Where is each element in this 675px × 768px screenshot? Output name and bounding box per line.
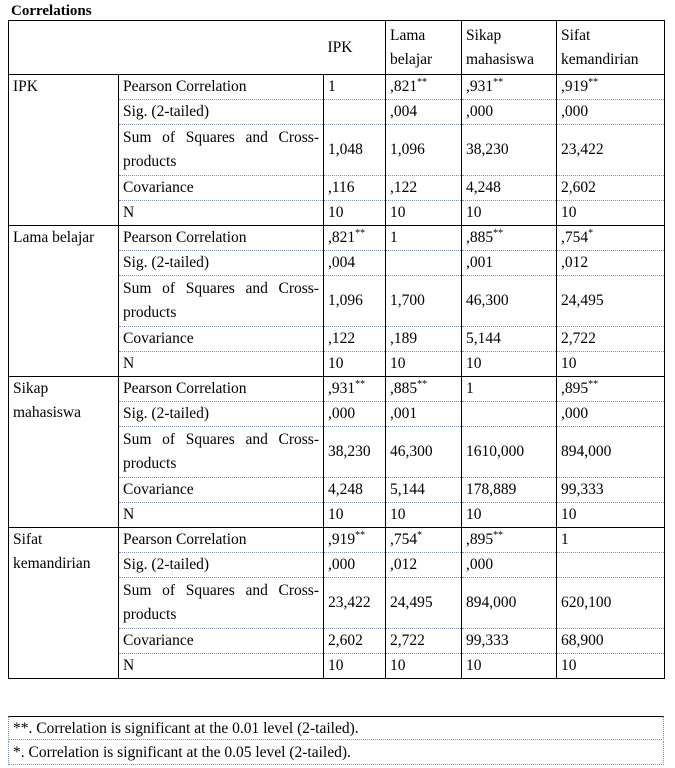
value-cell [557, 226, 665, 251]
value-cell [557, 176, 665, 201]
value-cell [324, 528, 386, 553]
significance-mark: ** [417, 77, 428, 88]
stat-label: Sig. (2-tailed) [119, 402, 324, 427]
value-cell [386, 478, 462, 503]
cell-value: 10 [390, 657, 406, 674]
value-cell [324, 553, 386, 578]
significance-mark: ** [355, 379, 366, 390]
correlations-table [8, 20, 665, 679]
cell-value: ,931 [466, 78, 494, 95]
value-cell [557, 125, 665, 176]
value-cell [324, 478, 386, 503]
cell-value: ,012 [561, 254, 589, 271]
value-cell [462, 503, 557, 528]
value-cell [324, 226, 386, 251]
stat-label: Pearson Correlation [119, 377, 324, 402]
cell-value: 10 [328, 506, 344, 523]
value-cell [386, 427, 462, 478]
cell-value: 2,722 [390, 632, 425, 649]
value-cell [462, 201, 557, 226]
stat-label: Sum of Squares and Cross-products [119, 427, 324, 478]
significance-mark: ** [493, 228, 504, 239]
cell-value: 10 [390, 355, 406, 372]
stat-label: Covariance [119, 327, 324, 352]
value-cell [324, 503, 386, 528]
value-cell [557, 528, 665, 553]
value-cell [462, 553, 557, 578]
footnote-text: . Correlation is significant at the 0.01 level (2-tailed). [28, 720, 359, 737]
value-cell [386, 377, 462, 402]
cell-value: 23,422 [561, 141, 604, 158]
value-cell [557, 427, 665, 478]
cell-value: 894,000 [561, 443, 612, 460]
value-cell [462, 100, 557, 125]
cell-value: ,931 [328, 380, 356, 397]
cell-value: ,001 [466, 254, 494, 271]
cell-value: 10 [466, 657, 482, 674]
stat-label: Pearson Correlation [119, 226, 324, 251]
stat-label: N [119, 352, 324, 377]
cell-value: 2,722 [561, 330, 596, 347]
cell-value: 99,333 [561, 481, 604, 498]
cell-value: 1 [328, 78, 336, 95]
cell-value: 10 [561, 355, 577, 372]
value-cell [386, 201, 462, 226]
footnote-2 [8, 741, 664, 765]
cell-value: 68,900 [561, 632, 604, 649]
cell-value: 38,230 [328, 443, 371, 460]
table-row [9, 377, 665, 402]
value-cell [462, 226, 557, 251]
cell-value: ,122 [328, 330, 356, 347]
cell-value: ,000 [328, 405, 356, 422]
significance-mark: ** [417, 379, 428, 390]
value-cell [557, 100, 665, 125]
value-cell [557, 201, 665, 226]
value-cell [386, 352, 462, 377]
value-cell [462, 402, 557, 427]
cell-value: 46,300 [390, 443, 433, 460]
cell-value: 10 [328, 204, 344, 221]
value-cell [557, 251, 665, 276]
value-cell [462, 327, 557, 352]
cell-value: 23,422 [328, 594, 371, 611]
header-row [9, 21, 665, 75]
value-cell [557, 578, 665, 629]
value-cell [324, 251, 386, 276]
stat-label: Sum of Squares and Cross-products [119, 276, 324, 327]
value-cell [386, 327, 462, 352]
cell-value: 1,096 [328, 292, 363, 309]
significance-mark: * [588, 228, 594, 239]
column-header: Lama belajar [386, 21, 462, 75]
cell-value: 1,700 [390, 292, 425, 309]
value-cell [462, 578, 557, 629]
cell-value: 10 [466, 506, 482, 523]
value-cell [386, 125, 462, 176]
value-cell [386, 402, 462, 427]
column-header: Sifat kemandirian [557, 21, 665, 75]
cell-value: ,012 [390, 556, 418, 573]
value-cell [386, 654, 462, 679]
cell-value: 5,144 [390, 481, 425, 498]
cell-value: 4,248 [466, 179, 501, 196]
value-cell [462, 427, 557, 478]
value-cell [324, 578, 386, 629]
significance-mark: ** [355, 530, 366, 541]
row-group-label: IPK [9, 75, 119, 226]
cell-value: 1 [561, 531, 569, 548]
cell-value: 4,248 [328, 481, 363, 498]
value-cell [462, 125, 557, 176]
cell-value: 10 [561, 506, 577, 523]
stat-label: Covariance [119, 478, 324, 503]
cell-value: 2,602 [561, 179, 596, 196]
cell-value: 1610,000 [466, 443, 525, 460]
value-cell [324, 402, 386, 427]
value-cell [462, 75, 557, 100]
stat-label: Sum of Squares and Cross-products [119, 578, 324, 629]
value-cell [557, 553, 665, 578]
stat-label: N [119, 503, 324, 528]
value-cell [324, 100, 386, 125]
value-cell [324, 75, 386, 100]
stat-label: Sig. (2-tailed) [119, 251, 324, 276]
value-cell [462, 352, 557, 377]
cell-value: 10 [561, 657, 577, 674]
row-group-label: Sikap mahasiswa [9, 377, 119, 528]
cell-value: 46,300 [466, 292, 509, 309]
value-cell [324, 125, 386, 176]
value-cell [386, 75, 462, 100]
stat-label: Pearson Correlation [119, 75, 324, 100]
cell-value: 1,048 [328, 141, 363, 158]
value-cell [324, 176, 386, 201]
value-cell [386, 176, 462, 201]
significance-mark: ** [493, 77, 504, 88]
cell-value: ,885 [390, 380, 418, 397]
cell-value: ,000 [466, 556, 494, 573]
value-cell [324, 654, 386, 679]
value-cell [386, 528, 462, 553]
stat-label: Sig. (2-tailed) [119, 553, 324, 578]
stat-label: Covariance [119, 176, 324, 201]
stat-label: Covariance [119, 629, 324, 654]
value-cell [557, 377, 665, 402]
footnote-mark: * [13, 744, 21, 761]
cell-value: 99,333 [466, 632, 509, 649]
table-row [9, 226, 665, 251]
value-cell [386, 503, 462, 528]
value-cell [462, 478, 557, 503]
cell-value: ,122 [390, 179, 418, 196]
cell-value: 10 [390, 506, 406, 523]
cell-value: 178,889 [466, 481, 517, 498]
footnote-text: . Correlation is significant at the 0.05 level (2-tailed). [20, 744, 351, 761]
value-cell [324, 377, 386, 402]
value-cell [462, 654, 557, 679]
stat-label: Sig. (2-tailed) [119, 100, 324, 125]
footnote-mark: ** [13, 720, 29, 737]
cell-value: 1 [390, 229, 398, 246]
value-cell [386, 578, 462, 629]
cell-value: ,000 [328, 556, 356, 573]
cell-value: 24,495 [390, 594, 433, 611]
cell-value: ,000 [466, 103, 494, 120]
stat-label: N [119, 654, 324, 679]
value-cell [557, 352, 665, 377]
table-row [9, 528, 665, 553]
cell-value: ,895 [561, 380, 589, 397]
cell-value: ,754 [390, 531, 418, 548]
value-cell [324, 327, 386, 352]
row-group-label: Sifat kemandirian [9, 528, 119, 679]
value-cell [462, 276, 557, 327]
stat-label: N [119, 201, 324, 226]
value-cell [324, 276, 386, 327]
column-header: IPK [324, 21, 386, 75]
value-cell [462, 176, 557, 201]
value-cell [324, 427, 386, 478]
value-cell [324, 629, 386, 654]
cell-value: 620,100 [561, 594, 612, 611]
cell-value: 10 [466, 204, 482, 221]
significance-mark: ** [355, 228, 366, 239]
table-row [9, 75, 665, 100]
header-corner [9, 21, 324, 75]
cell-value: ,000 [561, 405, 589, 422]
cell-value: 10 [466, 355, 482, 372]
value-cell [557, 629, 665, 654]
cell-value: 24,495 [561, 292, 604, 309]
value-cell [324, 352, 386, 377]
stat-label: Pearson Correlation [119, 528, 324, 553]
cell-value: 1,096 [390, 141, 425, 158]
cell-value: ,004 [390, 103, 418, 120]
value-cell [386, 226, 462, 251]
cell-value: 2,602 [328, 632, 363, 649]
cell-value: ,895 [466, 531, 494, 548]
value-cell [462, 251, 557, 276]
cell-value: ,189 [390, 330, 418, 347]
cell-value: ,821 [390, 78, 418, 95]
cell-value: 10 [561, 204, 577, 221]
cell-value: 10 [328, 657, 344, 674]
value-cell [386, 629, 462, 654]
cell-value: ,116 [328, 179, 355, 196]
value-cell [557, 402, 665, 427]
cell-value: 894,000 [466, 594, 517, 611]
value-cell [557, 654, 665, 679]
value-cell [557, 327, 665, 352]
value-cell [386, 251, 462, 276]
cell-value: 10 [328, 355, 344, 372]
cell-value: ,919 [561, 78, 589, 95]
cell-value: 5,144 [466, 330, 501, 347]
value-cell [557, 276, 665, 327]
cell-value: 1 [466, 380, 474, 397]
value-cell [557, 503, 665, 528]
table-title: Correlations [11, 3, 92, 19]
cell-value: 38,230 [466, 141, 509, 158]
cell-value: ,004 [328, 254, 356, 271]
value-cell [386, 100, 462, 125]
significance-mark: ** [493, 530, 504, 541]
row-group-label: Lama belajar [9, 226, 119, 377]
stat-label: Sum of Squares and Cross-products [119, 125, 324, 176]
value-cell [386, 276, 462, 327]
cell-value: ,754 [561, 229, 589, 246]
cell-value: ,919 [328, 531, 356, 548]
cell-value: 10 [390, 204, 406, 221]
column-header: Sikap mahasiswa [462, 21, 557, 75]
significance-mark: ** [588, 379, 599, 390]
value-cell [462, 528, 557, 553]
cell-value: ,821 [328, 229, 356, 246]
cell-value: ,000 [561, 103, 589, 120]
value-cell [462, 377, 557, 402]
footnote-1 [8, 716, 664, 740]
cell-value: ,885 [466, 229, 494, 246]
value-cell [324, 201, 386, 226]
value-cell [386, 553, 462, 578]
value-cell [557, 75, 665, 100]
significance-mark: * [417, 530, 423, 541]
significance-mark: ** [588, 77, 599, 88]
cell-value: ,001 [390, 405, 418, 422]
value-cell [462, 629, 557, 654]
value-cell [557, 478, 665, 503]
